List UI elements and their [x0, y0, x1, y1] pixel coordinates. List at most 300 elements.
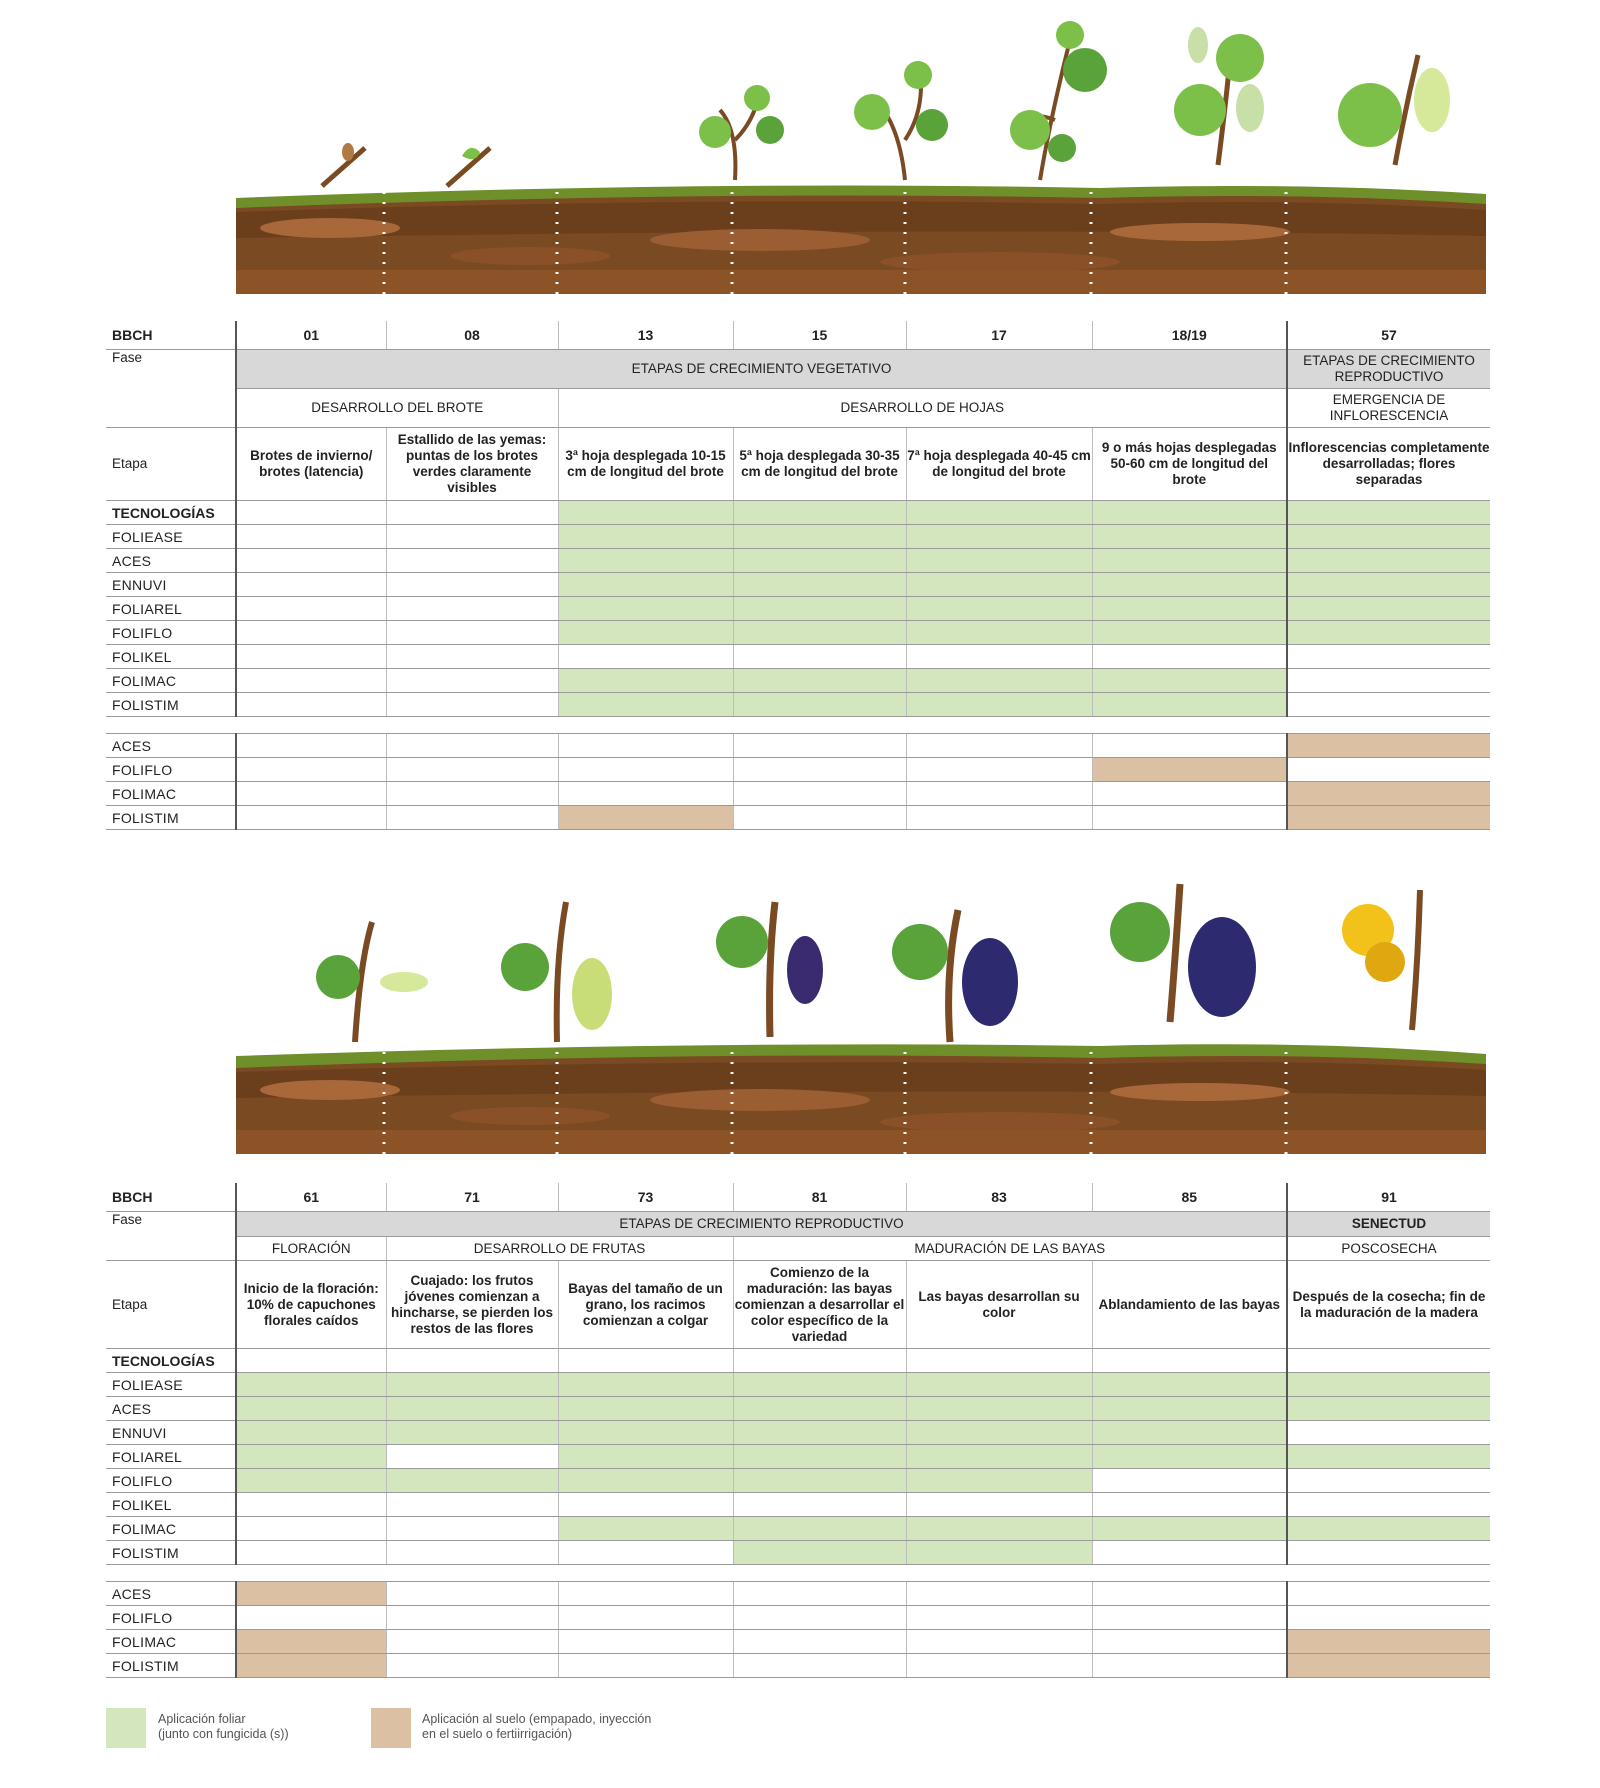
foliar-application-cell	[558, 573, 733, 597]
technology-name: ACES	[106, 1582, 236, 1606]
etapa-row	[106, 1261, 1490, 1349]
technology-name: FOLIMAC	[106, 1517, 236, 1541]
legend-foliar-line1: Aplicación foliar	[158, 1712, 246, 1726]
etapa-desc: Las bayas desarrollan su color	[906, 1261, 1092, 1349]
foliar-application-cell	[733, 573, 906, 597]
technology-name: FOLIKEL	[106, 1493, 236, 1517]
empty-cell	[558, 1606, 733, 1630]
technology-name: FOLISTIM	[106, 806, 236, 830]
foliar-application-cell	[733, 1541, 906, 1565]
technology-name: ACES	[106, 734, 236, 758]
vine-73-icon	[716, 902, 823, 1037]
soil-application-cell	[1092, 758, 1287, 782]
empty-cell	[1092, 1606, 1287, 1630]
foliar-application-cell	[386, 1421, 558, 1445]
empty-cell	[906, 1654, 1092, 1678]
legend-soil-line1: Aplicación al suelo (empapado, inyección	[422, 1712, 652, 1726]
empty-cell	[386, 1517, 558, 1541]
empty-cell	[236, 549, 386, 573]
empty-cell	[386, 1493, 558, 1517]
soil-application-cell	[1287, 1630, 1490, 1654]
foliar-application-cell	[1092, 1445, 1287, 1469]
vine-71-icon	[501, 902, 612, 1042]
foliar-application-cell	[1287, 597, 1490, 621]
technology-name: FOLISTIM	[106, 1541, 236, 1565]
foliar-application-cell	[558, 1373, 733, 1397]
empty-cell	[1092, 734, 1287, 758]
vine-01-icon	[322, 143, 365, 186]
empty-cell	[733, 806, 906, 830]
empty-cell	[236, 669, 386, 693]
bbch-code: 17	[906, 321, 1092, 350]
foliar-application-cell	[906, 1421, 1092, 1445]
vine-15-icon	[854, 61, 948, 180]
empty-cell	[236, 782, 386, 806]
empty-cell	[386, 1606, 558, 1630]
empty-cell	[386, 758, 558, 782]
foliar-application-cell	[558, 1469, 733, 1493]
technology-row	[106, 1373, 1490, 1397]
empty-cell	[386, 549, 558, 573]
foliar-application-cell	[558, 1421, 733, 1445]
foliar-application-cell	[733, 1397, 906, 1421]
empty-cell	[1287, 669, 1490, 693]
foliar-application-cell	[733, 621, 906, 645]
bbch-code: 85	[1092, 1183, 1287, 1212]
bbch-code: 08	[386, 321, 558, 350]
soil-application-cell	[558, 806, 733, 830]
empty-cell	[906, 645, 1092, 669]
empty-cell	[906, 1493, 1092, 1517]
legend	[106, 1708, 906, 1756]
empty-cell	[1092, 1654, 1287, 1678]
empty-cell	[1287, 645, 1490, 669]
empty-cell	[386, 669, 558, 693]
empty-cell	[1287, 693, 1490, 717]
technology-name: FOLIFLO	[106, 758, 236, 782]
technology-name: FOLIFLO	[106, 1469, 236, 1493]
empty-cell	[236, 525, 386, 549]
etapa-label: Etapa	[106, 1261, 236, 1349]
legend-foliar-line2: (junto con fungicida (s))	[158, 1727, 289, 1741]
foliar-application-cell	[1092, 1397, 1287, 1421]
technology-row	[106, 1630, 1490, 1654]
foliar-application-cell	[733, 597, 906, 621]
technology-name: FOLIEASE	[106, 525, 236, 549]
foliar-application-cell	[906, 1517, 1092, 1541]
etapa-desc: Bayas del tamaño de un grano, los racimos comienzan a colgar	[558, 1261, 733, 1349]
legend-soil-text	[422, 1712, 651, 1742]
vine-85-icon	[1342, 890, 1420, 1030]
technology-name: FOLIEASE	[106, 1373, 236, 1397]
empty-cell	[906, 1606, 1092, 1630]
soil-strip	[236, 186, 1486, 294]
subphase-inflorescencia: EMERGENCIA DE INFLORESCENCIA	[1287, 389, 1490, 428]
phase-reproductive: ETAPAS DE CRECIMIENTO REPRODUCTIVO	[1287, 350, 1490, 389]
vine-57-icon	[1338, 55, 1450, 165]
etapa-desc: 3ª hoja desplegada 10-15 cm de longitud del brote	[558, 428, 733, 501]
foliar-application-cell	[733, 693, 906, 717]
foliar-application-cell	[906, 621, 1092, 645]
empty-cell	[236, 734, 386, 758]
bbch-code: 01	[236, 321, 386, 350]
technology-row	[106, 1445, 1490, 1469]
technology-name: ACES	[106, 1397, 236, 1421]
etapa-desc: Inflorescencias completamente desarrolladas; flores separadas	[1287, 428, 1490, 501]
soil-application-cell	[236, 1630, 386, 1654]
empty-cell	[386, 806, 558, 830]
bbch-code: 57	[1287, 321, 1490, 350]
empty-cell	[733, 1493, 906, 1517]
foliar-application-cell	[1092, 1421, 1287, 1445]
foliar-application-cell	[1287, 549, 1490, 573]
technology-name: FOLIFLO	[106, 621, 236, 645]
foliar-application-cell	[906, 1397, 1092, 1421]
empty-cell	[733, 1630, 906, 1654]
empty-cell	[558, 758, 733, 782]
technology-row	[106, 1397, 1490, 1421]
technology-row	[106, 549, 1490, 573]
growth-illustration-bottom	[0, 862, 1600, 1177]
foliar-application-cell	[733, 1517, 906, 1541]
empty-cell	[236, 597, 386, 621]
foliar-application-cell	[558, 525, 733, 549]
etapa-desc: Estallido de las yemas: puntas de los brotes verdes claramente visibles	[386, 428, 558, 501]
empty-cell	[906, 1630, 1092, 1654]
empty-cell	[906, 806, 1092, 830]
tech-header-row	[106, 501, 1490, 525]
tech-header-row	[106, 1349, 1490, 1373]
empty-cell	[236, 758, 386, 782]
subphase-row	[106, 389, 1490, 428]
foliar-application-cell	[1092, 525, 1287, 549]
empty-cell	[558, 1582, 733, 1606]
vine-61-icon	[316, 922, 428, 1042]
foliar-application-cell	[236, 1421, 386, 1445]
empty-cell	[386, 1541, 558, 1565]
empty-cell	[236, 1517, 386, 1541]
foliar-application-cell	[386, 1469, 558, 1493]
subphase-brote: DESARROLLO DEL BROTE	[236, 389, 558, 428]
foliar-application-cell	[236, 1397, 386, 1421]
empty-cell	[1092, 806, 1287, 830]
empty-cell	[236, 621, 386, 645]
empty-cell	[733, 645, 906, 669]
foliar-application-cell	[1092, 1517, 1287, 1541]
technology-row	[106, 782, 1490, 806]
empty-cell	[236, 1541, 386, 1565]
empty-cell	[1287, 1469, 1490, 1493]
empty-cell	[558, 1630, 733, 1654]
growth-illustration-top	[0, 0, 1600, 315]
empty-cell	[733, 734, 906, 758]
fase-label: Fase	[106, 350, 236, 428]
empty-cell	[733, 1582, 906, 1606]
empty-cell	[386, 693, 558, 717]
empty-cell	[1287, 1493, 1490, 1517]
etapa-row	[106, 428, 1490, 501]
foliar-application-cell	[1287, 525, 1490, 549]
foliar-application-cell	[906, 1373, 1092, 1397]
soil-application-cell	[236, 1654, 386, 1678]
vine-13-icon	[699, 85, 784, 180]
foliar-application-cell	[1287, 1517, 1490, 1541]
soil-application-cell	[1287, 806, 1490, 830]
technology-row	[106, 1541, 1490, 1565]
bbch-code: 61	[236, 1183, 386, 1212]
vine-08-icon	[447, 148, 490, 186]
technology-row	[106, 525, 1490, 549]
bbch-row	[106, 1183, 1490, 1212]
foliar-application-cell	[558, 1397, 733, 1421]
empty-cell	[386, 782, 558, 806]
empty-cell	[386, 1630, 558, 1654]
technology-row	[106, 1421, 1490, 1445]
foliar-application-cell	[1287, 1373, 1490, 1397]
fase-label: Fase	[106, 1212, 236, 1261]
foliar-application-cell	[1287, 1445, 1490, 1469]
foliar-application-cell	[1092, 669, 1287, 693]
tech-header: TECNOLOGÍAS	[106, 501, 236, 525]
technology-name: FOLIKEL	[106, 645, 236, 669]
empty-cell	[558, 1541, 733, 1565]
foliar-application-cell	[906, 1445, 1092, 1469]
empty-cell	[386, 1445, 558, 1469]
subphase-bayas: MADURACIÓN DE LAS BAYAS	[733, 1237, 1287, 1261]
bbch-row	[106, 321, 1490, 350]
foliar-application-cell	[558, 549, 733, 573]
foliar-application-cell	[733, 1469, 906, 1493]
technology-row	[106, 693, 1490, 717]
empty-cell	[386, 597, 558, 621]
phase-vegetative: ETAPAS DE CRECIMIENTO VEGETATIVO	[236, 350, 1287, 389]
technology-row	[106, 1606, 1490, 1630]
technology-row	[106, 1493, 1490, 1517]
empty-cell	[1092, 1630, 1287, 1654]
foliar-application-cell	[906, 693, 1092, 717]
empty-cell	[558, 1493, 733, 1517]
subphase-row	[106, 1237, 1490, 1261]
legend-soil-line2: en el suelo o fertiirrigación)	[422, 1727, 573, 1741]
foliar-application-cell	[1092, 1373, 1287, 1397]
technology-row	[106, 734, 1490, 758]
technology-row	[106, 1469, 1490, 1493]
foliar-application-cell	[906, 1469, 1092, 1493]
empty-cell	[558, 734, 733, 758]
bbch-code: 91	[1287, 1183, 1490, 1212]
foliar-application-cell	[558, 669, 733, 693]
empty-cell	[558, 782, 733, 806]
phase-reproductive: ETAPAS DE CRECIMIENTO REPRODUCTIVO	[236, 1212, 1287, 1237]
technology-row	[106, 1654, 1490, 1678]
etapa-desc: Cuajado: los frutos jóvenes comienzan a hincharse, se pierden los restos de las flores	[386, 1261, 558, 1349]
technology-name: ACES	[106, 549, 236, 573]
foliar-application-cell	[1092, 573, 1287, 597]
phase-senectud: SENECTUD	[1287, 1212, 1490, 1237]
etapa-desc: Comienzo de la maduración: las bayas comienzan a desarrollar el color específico de la variedad	[733, 1261, 906, 1349]
empty-cell	[733, 1654, 906, 1678]
bbch-code: 81	[733, 1183, 906, 1212]
empty-cell	[386, 734, 558, 758]
empty-cell	[386, 1582, 558, 1606]
foliar-application-cell	[733, 1445, 906, 1469]
soil-application-cell	[236, 1582, 386, 1606]
subphase-floracion: FLORACIÓN	[236, 1237, 386, 1261]
technology-row	[106, 669, 1490, 693]
subphase-hojas: DESARROLLO DE HOJAS	[558, 389, 1287, 428]
technology-name: FOLISTIM	[106, 1654, 236, 1678]
empty-cell	[1092, 1582, 1287, 1606]
technology-name: FOLISTIM	[106, 693, 236, 717]
technology-row	[106, 806, 1490, 830]
empty-cell	[1287, 1606, 1490, 1630]
foliar-application-cell	[236, 1445, 386, 1469]
technology-name: FOLIMAC	[106, 782, 236, 806]
stages-table-1	[106, 321, 1490, 830]
empty-cell	[1092, 1469, 1287, 1493]
foliar-application-cell	[236, 1373, 386, 1397]
technology-row	[106, 573, 1490, 597]
empty-cell	[733, 1606, 906, 1630]
empty-cell	[386, 1654, 558, 1678]
empty-cell	[733, 758, 906, 782]
empty-cell	[906, 782, 1092, 806]
empty-cell	[558, 645, 733, 669]
empty-cell	[1287, 758, 1490, 782]
foliar-application-cell	[1092, 597, 1287, 621]
empty-cell	[236, 806, 386, 830]
vine-81-icon	[892, 910, 1018, 1042]
foliar-application-cell	[558, 597, 733, 621]
etapa-desc: 9 o más hojas desplegadas 50-60 cm de longitud del brote	[1092, 428, 1287, 501]
technology-name: FOLIAREL	[106, 1445, 236, 1469]
foliar-application-cell	[733, 525, 906, 549]
foliar-application-cell	[1092, 549, 1287, 573]
empty-cell	[386, 645, 558, 669]
technology-name: FOLIAREL	[106, 597, 236, 621]
bbch-code: 18/19	[1092, 321, 1287, 350]
foliar-application-cell	[558, 1445, 733, 1469]
foliar-application-cell	[386, 1397, 558, 1421]
empty-cell	[906, 734, 1092, 758]
foliar-application-cell	[733, 549, 906, 573]
foliar-application-cell	[1287, 573, 1490, 597]
foliar-application-cell	[1092, 693, 1287, 717]
technology-name: FOLIMAC	[106, 669, 236, 693]
soil-strip	[236, 1044, 1486, 1154]
technology-row	[106, 1582, 1490, 1606]
empty-cell	[1092, 645, 1287, 669]
foliar-application-cell	[906, 525, 1092, 549]
empty-cell	[236, 645, 386, 669]
bbch-label: BBCH	[106, 321, 236, 350]
foliar-application-cell	[906, 549, 1092, 573]
foliar-application-cell	[906, 597, 1092, 621]
empty-cell	[1287, 1582, 1490, 1606]
technology-row	[106, 758, 1490, 782]
foliar-application-cell	[558, 693, 733, 717]
empty-cell	[906, 758, 1092, 782]
soil-application-cell	[1287, 734, 1490, 758]
tech-header: TECNOLOGÍAS	[106, 1349, 236, 1373]
empty-cell	[1092, 1541, 1287, 1565]
soil-application-cell	[1287, 782, 1490, 806]
technology-row	[106, 621, 1490, 645]
empty-cell	[558, 1654, 733, 1678]
empty-cell	[236, 1606, 386, 1630]
legend-foliar-text	[158, 1712, 289, 1742]
etapa-desc: 5ª hoja desplegada 30-35 cm de longitud del brote	[733, 428, 906, 501]
etapa-desc: Inicio de la floración: 10% de capuchones florales caídos	[236, 1261, 386, 1349]
foliar-application-cell	[558, 1517, 733, 1541]
foliar-application-cell	[906, 669, 1092, 693]
technology-row	[106, 645, 1490, 669]
empty-cell	[1287, 1421, 1490, 1445]
empty-cell	[1287, 1541, 1490, 1565]
etapa-desc: Ablandamiento de las bayas	[1092, 1261, 1287, 1349]
etapa-label: Etapa	[106, 428, 236, 501]
legend-soil-swatch	[371, 1708, 411, 1748]
empty-cell	[906, 1582, 1092, 1606]
bbch-code: 15	[733, 321, 906, 350]
soil-application-cell	[1287, 1654, 1490, 1678]
phase-row	[106, 1212, 1490, 1237]
empty-cell	[733, 782, 906, 806]
foliar-application-cell	[906, 1541, 1092, 1565]
foliar-application-cell	[733, 669, 906, 693]
technology-name: FOLIFLO	[106, 1606, 236, 1630]
etapa-desc: Después de la cosecha; fin de la maduración de la madera	[1287, 1261, 1490, 1349]
foliar-application-cell	[386, 1373, 558, 1397]
foliar-application-cell	[733, 1421, 906, 1445]
bbch-code: 71	[386, 1183, 558, 1212]
foliar-application-cell	[558, 621, 733, 645]
technology-name: ENNUVI	[106, 573, 236, 597]
foliar-application-cell	[236, 1469, 386, 1493]
vine-83-icon	[1110, 884, 1256, 1022]
empty-cell	[386, 621, 558, 645]
bbch-code: 83	[906, 1183, 1092, 1212]
empty-cell	[236, 1493, 386, 1517]
vine-17-icon	[1010, 21, 1107, 180]
empty-cell	[386, 573, 558, 597]
foliar-application-cell	[1287, 621, 1490, 645]
empty-cell	[1092, 1493, 1287, 1517]
etapa-desc: 7ª hoja desplegada 40-45 cm de longitud del brote	[906, 428, 1092, 501]
technology-name: ENNUVI	[106, 1421, 236, 1445]
foliar-application-cell	[733, 1373, 906, 1397]
empty-cell	[386, 525, 558, 549]
bbch-label: BBCH	[106, 1183, 236, 1212]
technology-row	[106, 597, 1490, 621]
empty-cell	[1092, 782, 1287, 806]
technology-name: FOLIMAC	[106, 1630, 236, 1654]
bbch-code: 13	[558, 321, 733, 350]
legend-foliar-swatch	[106, 1708, 146, 1748]
technology-row	[106, 1517, 1490, 1541]
empty-cell	[236, 573, 386, 597]
foliar-application-cell	[1287, 1397, 1490, 1421]
subphase-frutas: DESARROLLO DE FRUTAS	[386, 1237, 733, 1261]
phase-row	[106, 350, 1490, 389]
empty-cell	[236, 693, 386, 717]
vine-18-19-icon	[1174, 27, 1264, 165]
etapa-desc: Brotes de invierno/ brotes (latencia)	[236, 428, 386, 501]
foliar-application-cell	[1092, 621, 1287, 645]
stages-table-2	[106, 1183, 1490, 1678]
foliar-application-cell	[906, 573, 1092, 597]
subphase-poscosecha: POSCOSECHA	[1287, 1237, 1490, 1261]
